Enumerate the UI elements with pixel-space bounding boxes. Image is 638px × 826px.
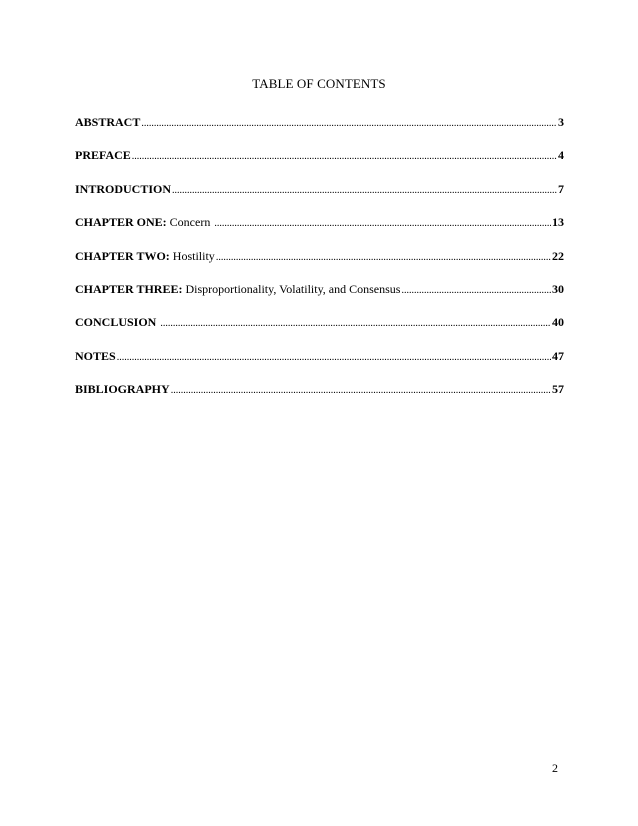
dot-leader: [401, 283, 551, 299]
toc-entry-page: 4: [558, 148, 564, 163]
toc-entry-label-wrap: [75, 314, 159, 330]
dot-leader: [132, 149, 557, 165]
dot-leader: [216, 250, 551, 266]
toc-entry-chapter-three[interactable]: [75, 281, 564, 297]
toc-entry-label-wrap: [75, 214, 213, 230]
toc-entry-subtitle: Concern: [166, 215, 214, 230]
toc-entry-label: PREFACE: [75, 148, 131, 163]
toc-entry-label: CHAPTER TWO:: [75, 248, 170, 263]
toc-entry-label: CHAPTER ONE:: [75, 215, 167, 230]
toc-entry-preface[interactable]: [75, 147, 564, 163]
page-number: 2: [552, 761, 558, 775]
toc-entry-page: 13: [552, 215, 564, 230]
toc-entry-label-wrap: [75, 248, 215, 264]
toc-entry-abstract[interactable]: [75, 114, 564, 130]
toc-entry-introduction[interactable]: [75, 181, 564, 197]
toc-entry-subtitle: Disproportionality, Volatility, and Consensus: [182, 281, 401, 296]
toc-entry-chapter-one[interactable]: [75, 214, 564, 230]
toc-entry-page: 22: [552, 248, 564, 263]
dot-leader: [141, 116, 557, 132]
toc-entry-label-wrap: [75, 147, 131, 163]
toc-entry-label: CHAPTER THREE:: [75, 281, 183, 296]
toc-entry-label-wrap: [75, 348, 116, 364]
toc-entry-label: INTRODUCTION: [75, 181, 172, 196]
toc-entry-label: CONCLUSION: [75, 315, 157, 330]
toc-entry-subtitle: [156, 315, 159, 329]
dot-leader: [160, 316, 551, 332]
toc-entry-page: 3: [558, 115, 564, 129]
toc-entry-label-wrap: [75, 281, 400, 297]
toc-entry-label-wrap: [75, 381, 170, 397]
toc-entry-page: 30: [552, 281, 564, 296]
toc-entry-label: ABSTRACT: [75, 115, 141, 129]
toc-entry-chapter-two[interactable]: [75, 248, 564, 264]
dot-leader: [214, 216, 551, 232]
dot-leader: [171, 383, 551, 399]
toc-entry-page: 47: [552, 348, 564, 363]
toc-list: [75, 114, 564, 415]
toc-entry-conclusion[interactable]: [75, 314, 564, 330]
toc-entry-label-wrap: [75, 114, 140, 130]
toc-entry-page: 40: [552, 315, 564, 330]
toc-entry-label-wrap: [75, 181, 171, 197]
dot-leader: [117, 350, 551, 366]
dot-leader: [172, 183, 557, 199]
toc-entry-label: NOTES: [75, 348, 116, 363]
toc-entry-notes[interactable]: [75, 348, 564, 364]
toc-entry-bibliography[interactable]: [75, 381, 564, 397]
toc-entry-page: 7: [558, 181, 564, 196]
toc-title: TABLE OF CONTENTS: [252, 76, 386, 91]
toc-entry-page: 57: [552, 382, 564, 397]
toc-entry-label: BIBLIOGRAPHY: [75, 382, 170, 397]
toc-entry-subtitle: Hostility: [169, 248, 215, 263]
